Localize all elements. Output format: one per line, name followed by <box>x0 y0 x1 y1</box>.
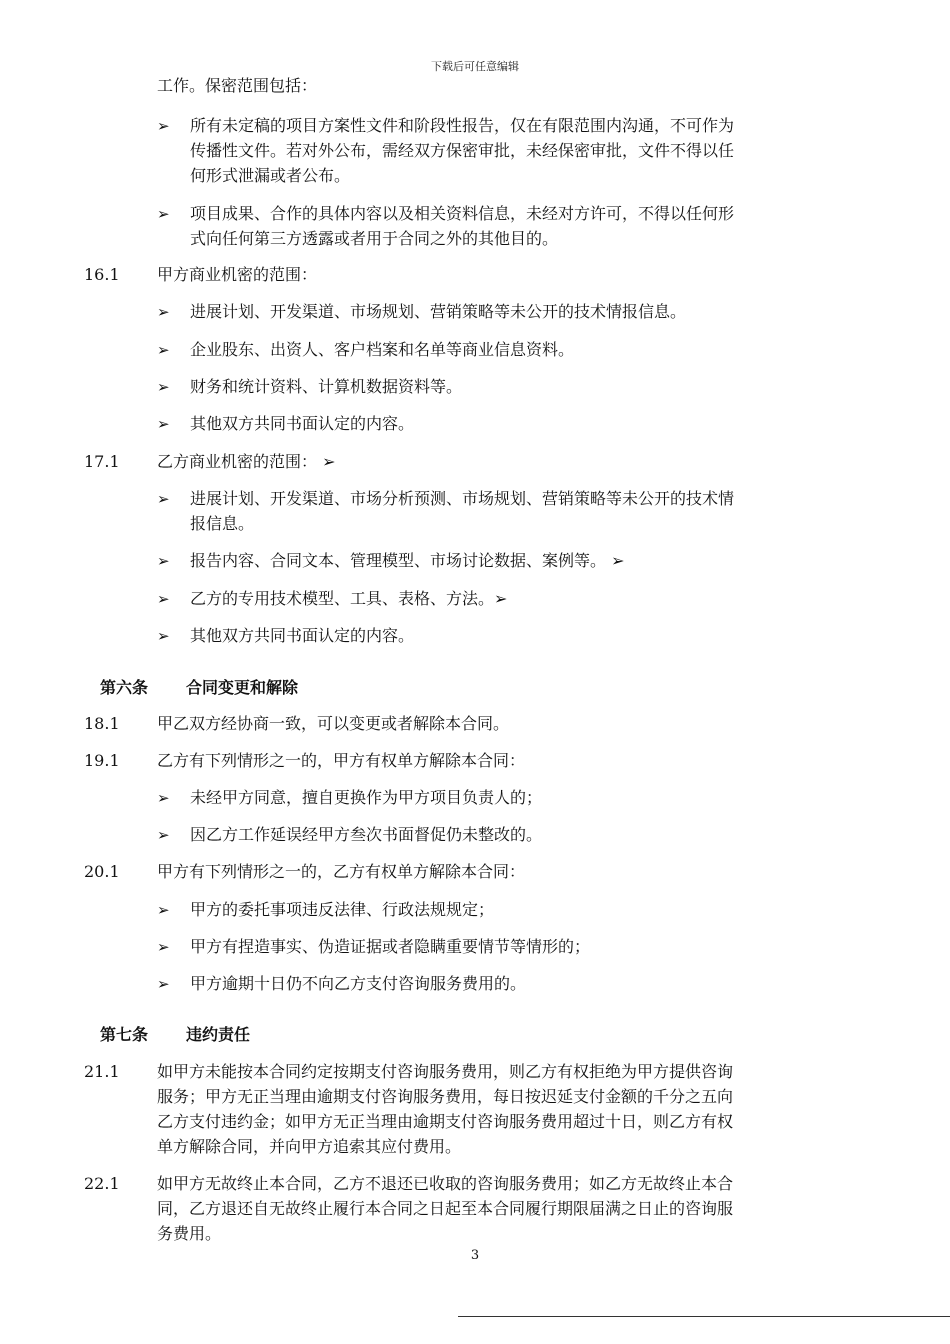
clause-text: 单方解除合同，并向甲方追索其应付费用。 <box>157 1137 462 1156</box>
clause-text: 务费用。 <box>157 1224 222 1243</box>
bullet-arrow-icon: ➢ <box>157 590 170 608</box>
bullet-arrow-icon: ➢ <box>157 901 170 919</box>
clause-text: 乙方有下列情形之一的，甲方有权单方解除本合同： <box>157 751 526 770</box>
bullet-arrow-icon: ➢ <box>157 975 170 993</box>
clause-text: 服务；甲方无正当理由逾期支付咨询服务费用，每日按迟延支付金额的千分之五向 <box>157 1087 734 1106</box>
text-line: 何形式泄漏或者公布。 <box>190 166 351 185</box>
bullet-arrow-icon: ➢ <box>157 627 170 645</box>
bullet-arrow-icon: ➢ <box>157 552 170 570</box>
list-item: 未经甲方同意，擅自更换作为甲方项目负责人的； <box>190 788 543 807</box>
text-line: 工作。保密范围包括： <box>157 76 318 95</box>
list-item: 甲方逾期十日仍不向乙方支付咨询服务费用的。 <box>190 974 527 993</box>
bullet-arrow-icon: ➢ <box>157 415 170 433</box>
text-line: 传播性文件。若对外公布，需经双方保密审批，未经保密审批，文件不得以任 <box>190 141 735 160</box>
bullet-arrow-icon: ➢ <box>157 938 170 956</box>
clause-text: 乙方商业机密的范围： ➢ <box>157 452 336 471</box>
clause-text: 乙方支付违约金；如甲方无正当理由逾期支付咨询服务费用超过十日，则乙方有权 <box>157 1112 734 1131</box>
text-line: 所有未定稿的项目方案性文件和阶段性报告，仅在有限范围内沟通，不可作为 <box>190 116 735 135</box>
article-title: 违约责任 <box>186 1025 251 1044</box>
clause-text: 甲乙双方经协商一致，可以变更或者解除本合同。 <box>157 714 510 733</box>
clause-number: 22.1 <box>84 1174 120 1193</box>
list-item: 企业股东、出资人、客户档案和名单等商业信息资料。 <box>190 340 575 359</box>
list-item: 其他双方共同书面认定的内容。 <box>190 414 415 433</box>
bullet-arrow-icon: ➢ <box>157 117 170 135</box>
list-item: 进展计划、开发渠道、市场分析预测、市场规划、营销策略等未公开的技术情 <box>190 489 735 508</box>
list-item: 甲方有捏造事实、伪造证据或者隐瞒重要情节等情形的； <box>190 937 591 956</box>
clause-number: 17.1 <box>84 452 120 471</box>
clause-text: 甲方商业机密的范围： <box>157 265 318 284</box>
clause-text: 同，乙方退还自无故终止履行本合同之日起至本合同履行期限届满之日止的咨询服 <box>157 1199 734 1218</box>
page-header: 下载后可任意编辑 <box>431 60 519 73</box>
bullet-arrow-icon: ➢ <box>157 341 170 359</box>
clause-number: 18.1 <box>84 714 120 733</box>
bullet-arrow-icon: ➢ <box>157 303 170 321</box>
clause-number: 21.1 <box>84 1062 120 1081</box>
page-number: 3 <box>470 1248 480 1263</box>
list-item: 财务和统计资料、计算机数据资料等。 <box>190 377 463 396</box>
bullet-arrow-icon: ➢ <box>157 490 170 508</box>
clause-number: 19.1 <box>84 751 120 770</box>
list-item: 进展计划、开发渠道、市场规划、营销策略等未公开的技术情报信息。 <box>190 302 687 321</box>
list-item: 报告内容、合同文本、管理模型、市场讨论数据、案例等。 ➢ <box>190 551 625 570</box>
list-item: 因乙方工作延误经甲方叁次书面督促仍未整改的。 <box>190 825 543 844</box>
bullet-arrow-icon: ➢ <box>157 378 170 396</box>
bullet-arrow-icon: ➢ <box>157 205 170 223</box>
list-item: 甲方的委托事项违反法律、行政法规规定； <box>190 900 495 919</box>
list-item: 报信息。 <box>190 514 255 533</box>
clause-number: 20.1 <box>84 862 120 881</box>
clause-text: 如甲方未能按本合同约定按期支付咨询服务费用，则乙方有权拒绝为甲方提供咨询 <box>157 1062 734 1081</box>
article-label: 第六条 <box>100 678 149 697</box>
list-item: 其他双方共同书面认定的内容。 <box>190 626 415 645</box>
list-item: 乙方的专用技术模型、工具、表格、方法。➢ <box>190 589 508 608</box>
clause-text: 如甲方无故终止本合同，乙方不退还已收取的咨询服务费用；如乙方无故终止本合 <box>157 1174 734 1193</box>
text-line: 式向任何第三方透露或者用于合同之外的其他目的。 <box>190 229 559 248</box>
bullet-arrow-icon: ➢ <box>157 789 170 807</box>
article-label: 第七条 <box>100 1025 149 1044</box>
bullet-arrow-icon: ➢ <box>157 826 170 844</box>
text-line: 项目成果、合作的具体内容以及相关资料信息，未经对方许可，不得以任何形 <box>190 204 735 223</box>
clause-text: 甲方有下列情形之一的，乙方有权单方解除本合同： <box>157 862 526 881</box>
footer-rule <box>458 1316 950 1317</box>
clause-number: 16.1 <box>84 265 120 284</box>
article-title: 合同变更和解除 <box>186 678 299 697</box>
